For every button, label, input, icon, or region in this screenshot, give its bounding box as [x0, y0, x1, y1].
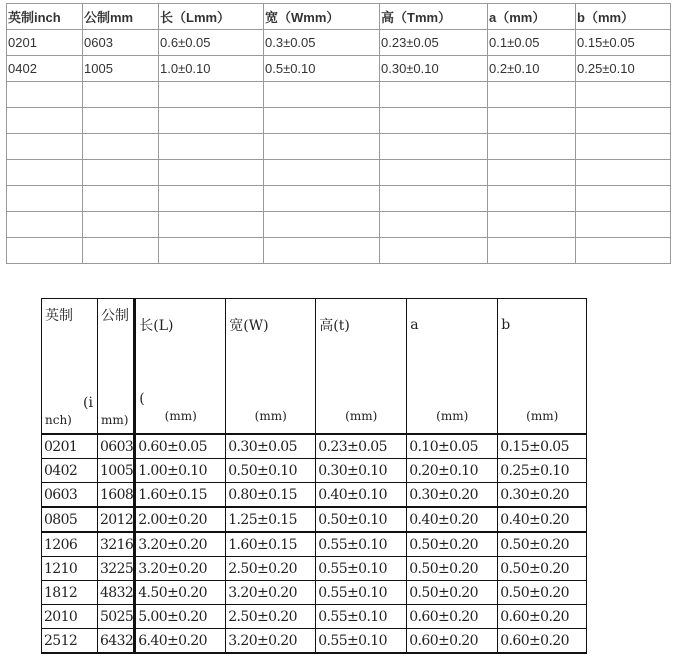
- cell-inch: 0201: [42, 434, 98, 459]
- cell-length: 1.60±0.15: [135, 483, 226, 508]
- table-row: [7, 82, 671, 108]
- header-cell-width: [226, 299, 316, 435]
- cell-width: [264, 212, 380, 238]
- cell-b: [576, 134, 671, 160]
- cell-height: 0.23±0.05: [316, 434, 407, 459]
- table-row: [7, 56, 671, 82]
- cell-length: 3.20±0.20: [135, 557, 226, 581]
- cell-mm: 0603: [98, 434, 135, 459]
- header-cell-width: 宽（Wmm）: [264, 4, 380, 30]
- cell-b: [576, 212, 671, 238]
- header-inch-paren: (i: [83, 395, 93, 411]
- cell-width: 1.25±0.15: [226, 507, 316, 532]
- cell-inch: 0603: [42, 483, 98, 508]
- header-a-unit: (mm): [436, 409, 469, 423]
- cell-height: 0.55±0.10: [316, 629, 407, 654]
- cell-b: 0.50±0.20: [498, 557, 587, 581]
- header-cell-mm: [98, 299, 135, 435]
- cell-b: [576, 108, 671, 134]
- cell-height: 0.23±0.05: [380, 30, 488, 56]
- cell-mm: 3225: [98, 557, 135, 581]
- header-cell-length: [135, 299, 226, 435]
- cell-width: 0.80±0.15: [226, 483, 316, 508]
- cell-width: [264, 134, 380, 160]
- cell-length: [159, 82, 264, 108]
- cell-width: 3.20±0.20: [226, 629, 316, 654]
- cell-mm: [83, 186, 159, 212]
- header-cell-b: [498, 299, 587, 435]
- cell-a: 0.60±0.20: [407, 629, 498, 654]
- table-header-row: [42, 299, 587, 435]
- cell-width: 1.60±0.15: [226, 532, 316, 557]
- table-row: [7, 108, 671, 134]
- cell-height: 0.55±0.10: [316, 532, 407, 557]
- header-mm-suffix: mm): [101, 413, 129, 427]
- cell-length: 0.6±0.05: [159, 30, 264, 56]
- cell-inch: 2512: [42, 629, 98, 654]
- cell-width: 0.5±0.10: [264, 56, 380, 82]
- cell-a: 0.2±0.10: [488, 56, 576, 82]
- cell-b: 0.30±0.20: [498, 483, 587, 508]
- cell-b: 0.15±0.05: [498, 434, 587, 459]
- cell-length: [159, 212, 264, 238]
- cell-inch: 1812: [42, 581, 98, 605]
- header-length-label: 长(L): [139, 318, 174, 334]
- cell-length: [159, 134, 264, 160]
- table-row: [7, 212, 671, 238]
- table-row: [42, 459, 587, 483]
- cell-mm: 2012: [98, 507, 135, 532]
- cell-a: 0.50±0.20: [407, 532, 498, 557]
- cell-inch: [7, 82, 83, 108]
- cell-a: [488, 212, 576, 238]
- header-inch-label: 英制: [45, 308, 73, 324]
- header-inch-suffix: nch): [45, 413, 72, 427]
- cell-width: 2.50±0.20: [226, 557, 316, 581]
- cell-inch: [7, 108, 83, 134]
- cell-a: 0.50±0.20: [407, 581, 498, 605]
- cell-width: 3.20±0.20: [226, 581, 316, 605]
- cell-width: [264, 186, 380, 212]
- cell-height: [380, 82, 488, 108]
- cell-length: 0.60±0.05: [135, 434, 226, 459]
- cell-mm: 3216: [98, 532, 135, 557]
- header-cell-mm: 公制mm: [83, 4, 159, 30]
- cell-height: 0.30±0.10: [316, 459, 407, 483]
- cell-length: [159, 108, 264, 134]
- cell-inch: 1210: [42, 557, 98, 581]
- cell-a: 0.30±0.20: [407, 483, 498, 508]
- cell-height: 0.55±0.10: [316, 605, 407, 629]
- cell-length: 1.00±0.10: [135, 459, 226, 483]
- cell-height: 0.55±0.10: [316, 581, 407, 605]
- cell-inch: [7, 134, 83, 160]
- header-cell-a: a（mm）: [488, 4, 576, 30]
- cell-height: [380, 186, 488, 212]
- cell-length: 3.20±0.20: [135, 532, 226, 557]
- header-height-unit: (mm): [345, 409, 378, 423]
- cell-length: 2.00±0.20: [135, 507, 226, 532]
- table-row: [42, 629, 587, 654]
- chip-size-table-simple: [6, 3, 671, 264]
- cell-length: 4.50±0.20: [135, 581, 226, 605]
- cell-width: [264, 108, 380, 134]
- header-width-unit: (mm): [254, 409, 287, 423]
- table-row: [42, 532, 587, 557]
- cell-b: [576, 238, 671, 264]
- cell-length: [159, 238, 264, 264]
- cell-a: [488, 238, 576, 264]
- cell-a: [488, 82, 576, 108]
- table-row: [42, 557, 587, 581]
- cell-mm: 4832: [98, 581, 135, 605]
- cell-a: [488, 186, 576, 212]
- cell-height: 0.40±0.10: [316, 483, 407, 508]
- cell-b: 0.50±0.20: [498, 532, 587, 557]
- cell-a: 0.10±0.05: [407, 434, 498, 459]
- cell-mm: 1608: [98, 483, 135, 508]
- chip-size-table-detailed: [41, 298, 587, 654]
- cell-width: [264, 160, 380, 186]
- cell-a: [488, 134, 576, 160]
- header-cell-height: [316, 299, 407, 435]
- cell-inch: [7, 212, 83, 238]
- cell-inch: 1206: [42, 532, 98, 557]
- cell-mm: [83, 212, 159, 238]
- header-cell-length: 长（Lmm）: [159, 4, 264, 30]
- header-cell-height: 高（Tmm）: [380, 4, 488, 30]
- cell-b: [576, 160, 671, 186]
- cell-inch: 0402: [42, 459, 98, 483]
- cell-height: [380, 160, 488, 186]
- table-row: [7, 30, 671, 56]
- cell-length: [159, 186, 264, 212]
- cell-a: 0.20±0.10: [407, 459, 498, 483]
- cell-inch: [7, 160, 83, 186]
- header-height-label: 高(t): [319, 318, 350, 334]
- cell-height: 0.50±0.10: [316, 507, 407, 532]
- header-cell-inch: [42, 299, 98, 435]
- cell-length: 5.00±0.20: [135, 605, 226, 629]
- header-b-unit: (mm): [526, 409, 559, 423]
- cell-height: [380, 212, 488, 238]
- cell-mm: 1005: [83, 56, 159, 82]
- cell-width: [264, 82, 380, 108]
- cell-length: [159, 160, 264, 186]
- cell-width: 0.30±0.05: [226, 434, 316, 459]
- cell-a: 0.1±0.05: [488, 30, 576, 56]
- cell-mm: [83, 238, 159, 264]
- table-row: [42, 507, 587, 532]
- header-width-label: 宽(W): [229, 318, 269, 334]
- cell-width: 0.50±0.10: [226, 459, 316, 483]
- table-row: [7, 238, 671, 264]
- cell-mm: [83, 108, 159, 134]
- table-row: [7, 134, 671, 160]
- cell-height: [380, 108, 488, 134]
- header-length-paren: (: [139, 391, 145, 407]
- cell-b: 0.25±0.10: [498, 459, 587, 483]
- cell-mm: 5025: [98, 605, 135, 629]
- cell-length: 6.40±0.20: [135, 629, 226, 654]
- cell-b: 0.15±0.05: [576, 30, 671, 56]
- cell-width: [264, 238, 380, 264]
- cell-mm: 1005: [98, 459, 135, 483]
- cell-a: 0.50±0.20: [407, 557, 498, 581]
- cell-length: 1.0±0.10: [159, 56, 264, 82]
- cell-b: [576, 82, 671, 108]
- cell-inch: 0805: [42, 507, 98, 532]
- cell-b: 0.60±0.20: [498, 629, 587, 654]
- table-row: [42, 434, 587, 459]
- header-a-label: a: [410, 317, 419, 333]
- cell-b: 0.50±0.20: [498, 581, 587, 605]
- cell-inch: 0201: [7, 30, 83, 56]
- table-row: [42, 581, 587, 605]
- cell-mm: [83, 160, 159, 186]
- cell-inch: [7, 186, 83, 212]
- cell-a: 0.60±0.20: [407, 605, 498, 629]
- header-cell-b: b（mm）: [576, 4, 671, 30]
- cell-mm: [83, 134, 159, 160]
- cell-height: 0.30±0.10: [380, 56, 488, 82]
- cell-b: 0.60±0.20: [498, 605, 587, 629]
- header-cell-a: [407, 299, 498, 435]
- table-row: [7, 186, 671, 212]
- cell-mm: 6432: [98, 629, 135, 654]
- header-cell-inch: 英制inch: [7, 4, 83, 30]
- cell-b: 0.25±0.10: [576, 56, 671, 82]
- cell-inch: [7, 238, 83, 264]
- header-b-label: b: [501, 317, 511, 333]
- cell-inch: 2010: [42, 605, 98, 629]
- cell-height: 0.55±0.10: [316, 557, 407, 581]
- table-row: [42, 605, 587, 629]
- table-row: [7, 160, 671, 186]
- table-header-row: [7, 4, 671, 30]
- cell-width: 2.50±0.20: [226, 605, 316, 629]
- header-length-unit: (mm): [164, 409, 197, 423]
- table-row: [42, 483, 587, 508]
- cell-width: 0.3±0.05: [264, 30, 380, 56]
- header-mm-label: 公制: [101, 308, 129, 324]
- cell-a: [488, 160, 576, 186]
- cell-b: [576, 186, 671, 212]
- cell-height: [380, 238, 488, 264]
- cell-mm: 0603: [83, 30, 159, 56]
- cell-b: 0.40±0.20: [498, 507, 587, 532]
- cell-a: [488, 108, 576, 134]
- cell-inch: 0402: [7, 56, 83, 82]
- cell-mm: [83, 82, 159, 108]
- cell-a: 0.40±0.20: [407, 507, 498, 532]
- cell-height: [380, 134, 488, 160]
